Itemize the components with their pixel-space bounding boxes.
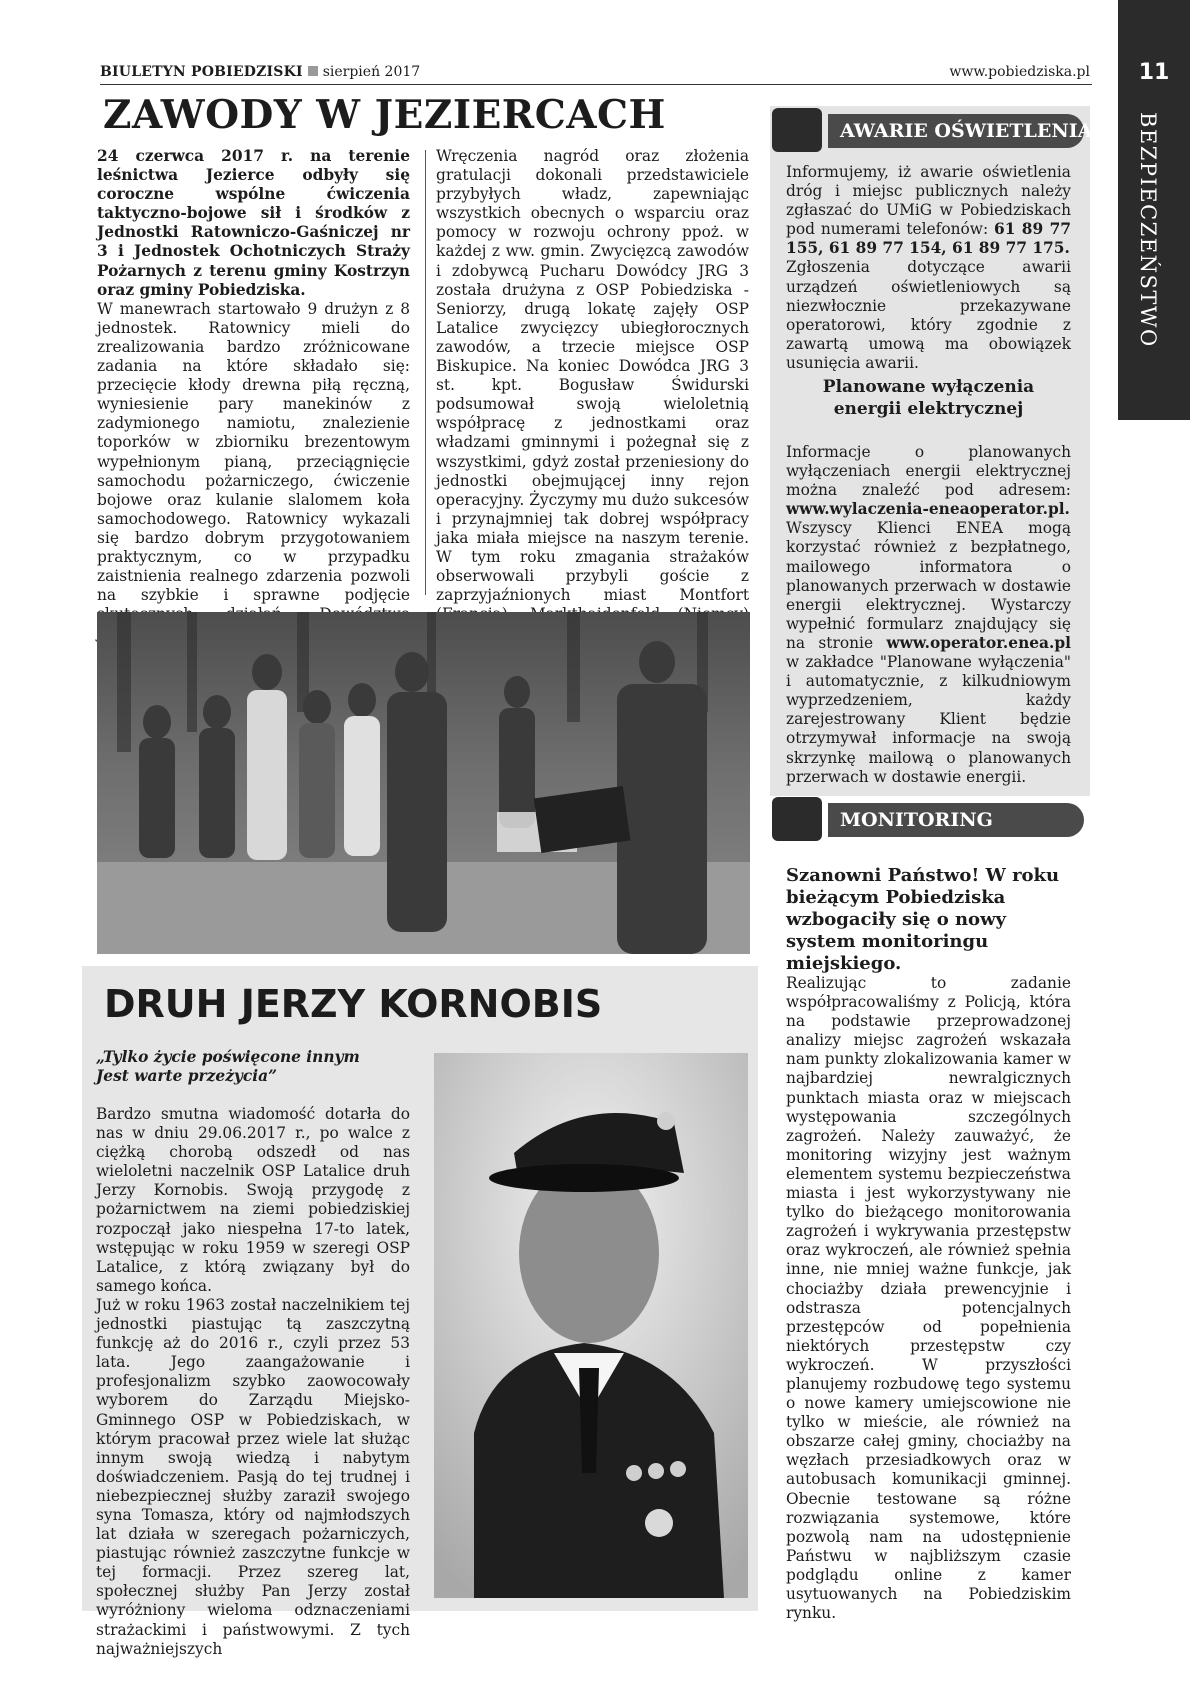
header-rule — [100, 84, 1092, 85]
column-divider — [425, 150, 426, 595]
monitoring-body: Realizując to zadanie współpracowaliśmy z Policją, która na podstawie przeprowadzonej analizy miejsc zagrożeń wskazała nam punkty zlokalizowania kamer w najbardziej newralgicznych punktach miasta oraz w miejscach występowania szczególnych zagrożeń. Należy zauważyć, że monitoring wizyjny jest ważnym elementem systemu bezpieczeństwa miasta i jest wykorzystywany nie tylko do bieżącego monitorowania zagrożeń i wykrywania przestępstw oraz wykroczeń, ale również spełnia inne, nie mniej ważne funkcje, jak chociażby działa prewencyjnie i odstrasza potencjalnych przestępców od popełnienia niektórych przestępstw czy wykroczeń. W przyszłości planujemy rozbudowę tego systemu o nowe kamery umiejscowione nie tylko w mieście, ale również na obszarze całej gminy, chociażby na węzłach przesiadkowych oraz w autobusach komunikacji gminnej. Obecnie testowane są różne rozwiązania systemowe, które pozwolą nam na udostępnienie Państwu w najbliższym czasie podglądu online z kamer usytuowanych na Pobiedziskim rynku. — [786, 974, 1071, 1623]
obituary-quote — [96, 1048, 406, 1086]
monitoring-heading: Szanowni Państwo! W roku bieżącym Pobiedziska wzbogaciły się o nowy system monitoringu miejskiego. — [786, 865, 1060, 974]
wylaczenia-text — [786, 443, 1071, 787]
quote-line-1: „Tylko życie poświęcone innym — [96, 1048, 360, 1066]
section-tab — [1118, 0, 1190, 420]
website-link[interactable]: www.pobiedziska.pl — [949, 64, 1090, 80]
obituary-title: DRUH JERZY KORNOBIS — [104, 982, 603, 1026]
article-lead: 24 czerwca 2017 r. na terenie leśnictwa Jezierce odbyły się coroczne wspólne ćwiczenia taktyczno-bojowe sił i środków z Jednostki Ratowniczo-Gaśniczej nr 3 i Jednostek Ochotniczych Straży Pożarnych z terenu gminy Kostrzyn oraz gminy Pobiedziska. — [97, 147, 410, 299]
banner-square-icon — [772, 797, 822, 841]
portrait-photo — [434, 1053, 748, 1598]
page-number: 11 — [1138, 60, 1170, 85]
awarie-banner-label: AWARIE OŚWIETLENIA — [828, 114, 1084, 148]
awarie-text — [786, 163, 1071, 373]
wylaczenia-text-1: Informacje o planowanych wyłączeniach energii elektrycznej można znaleźć pod adresem: — [786, 443, 1071, 500]
quote-line-2: Jest warte przeżycia” — [96, 1067, 277, 1085]
article-title: ZAWODY W JEZIERCACH — [103, 92, 666, 138]
wylaczenia-heading: Planowane wyłączenia energii elektrycznej — [822, 377, 1035, 419]
awarie-banner — [772, 108, 1093, 152]
article-body-2: Wręczenia nagród oraz złożenia gratulacji dokonali przedstawiciele przybyłych władz, zapewniając wszystkich obecnych o wsparciu oraz pomocy w rozwoju ochrony ppoż. w każdej z ww. gmin. Zwycięzcą zawodów i zdobywcą Pucharu Dowódcy JRG 3 została drużyna z OSP Pobiedziska - Seniorzy, drugą lokatę zajęły OSP Latalice zwycięzcy ubiegłorocznych zawodów, a trzecie miejsce OSP Biskupice. Na koniec Dowódca JRG 3 st. kpt. Bogusław Świdurski podsumował swoją wieloletnią współpracę z jednostkami oraz władzami gminnymi i pożegnał się z wszystkimi, gdyż został przeniesiony do jednostki obejmującej inny rejon operacyjny. Życzymy mu dużo sukcesów i przynajmniej tak dobrej współpracy jaka miała miejsce na naszym terenie. W tym roku zmagania strażaków obserwowali przybyli goście z zaprzyjaźnionych miast Montfort — [436, 147, 749, 605]
banner-square-icon — [772, 108, 822, 152]
publication-name: BIULETYN POBIEDZISKI — [100, 64, 303, 80]
monitoring-banner-label: MONITORING — [828, 803, 1084, 837]
article-column-2 — [436, 147, 749, 643]
section-label: BEZPIECZEŃSTWO — [1136, 112, 1160, 348]
wylaczenia-text-3: w zakładce "Planowane wyłączenia" i automatycznie, z kilkudniowym wyprzedzeniem, każdy zarejestrowany Klient będzie otrzymywał informacje na swoją skrzynkę mailową o planowanych przerwach w dostawie energii. — [786, 653, 1071, 786]
obituary-body-1: Bardzo smutna wiadomość dotarła do nas w dniu 29.06.2017 r., po walce z ciężką chorobą odszedł od nas wieloletni naczelnik OSP Latalice druh Jerzy Kornobis. Swoją przygodę z pożarnictwem na ziemi pobiedziskiej rozpoczął jako niespełna 17-to latek, wstępując w roku 1959 w szeregi OSP Latalice, z którą związany był do samego końca. — [96, 1105, 410, 1295]
awarie-text-intro: Informujemy, iż awarie oświetlenia dróg i miejsc publicznych należy zgłaszać do UMiG w Pobiedziskach pod numerami telefonów: — [786, 163, 1071, 239]
wylaczenia-text-2: Wszyscy Klienci ENEA mogą korzystać również z bezpłatnego, mailowego informatora o planowanych przerwach w dostawie energii elektrycznej. Wystarczy wypełnić formularz znajdujący się na stronie — [786, 519, 1071, 652]
article-column-1 — [97, 147, 410, 663]
monitoring-banner — [772, 797, 1084, 841]
monitoring-text — [786, 974, 1071, 1623]
awarie-text-body: Zgłoszenia dotyczące awarii urządzeń oświetleniowych są niezwłocznie przekazywane operatorowi, który zgodnie z zawartą umową ma obowiązek usunięcia awarii. — [786, 258, 1071, 372]
article-body-1: W manewrach startowało 9 drużyn z 8 jednostek. Ratownicy mieli do zrealizowania bardzo zróżnicowane zadania na które składało się: przecięcie kłody drewna piłą ręczną, wyniesienie pary manekinów z zadymionego namiotu, znalezienie toporków w zbiorniku brezentowym wypełnionym pianą, przeciągnięcie samochodu pożarniczego, ćwiczenie bojowe oraz kulanie slalomem koła samochodowego. Ratownicy wykazali się bardzo dobrym przygotowaniem praktycznym, co w przypadku zaistnienia realnego zdarzenia pozwoli na szybkie i sprawne podjęcie — [97, 299, 410, 605]
wylaczenia-url-2[interactable]: www.operator.enea.pl — [886, 633, 1071, 652]
obituary-column — [96, 1105, 410, 1659]
awarie-phones: 61 89 77 155, 61 89 77 154, 61 89 77 175. — [786, 220, 1071, 258]
issue-date: sierpień 2017 — [322, 64, 421, 80]
running-header — [100, 64, 420, 80]
firefighters-ceremony-photo — [97, 612, 750, 954]
obituary-body-2: Już w roku 1963 został naczelnikiem tej jednostki piastując tą zaszczytną funkcję aż do 2016 r., czyli przez 53 lata. Jego zaangażowanie i profesjonalizm szybko zaowocowały wyborem do Zarządu Miejsko-Gminnego OSP w Pobiedziskach, w którym pracował przez wiele lat służąc innym swoją wiedzą i nabytym doświadczeniem. Pasją do tej trudnej i niebezpiecznej służby zaraził swojego syna Tomasza, który od najmłodszych lat działa w szeregach pożarniczych, piastując również zaszczytne funkcje w tej formacji. Przez szereg lat, społecznej służby Pan Jerzy został wyróżniony wieloma odznaczeniami strażackimi i państwowymi. Z tych najważniejszych — [96, 1295, 410, 1658]
separator-square-icon — [308, 66, 318, 76]
wylaczenia-url-1[interactable]: www.wylaczenia-eneaoperator.pl. — [786, 500, 1070, 519]
